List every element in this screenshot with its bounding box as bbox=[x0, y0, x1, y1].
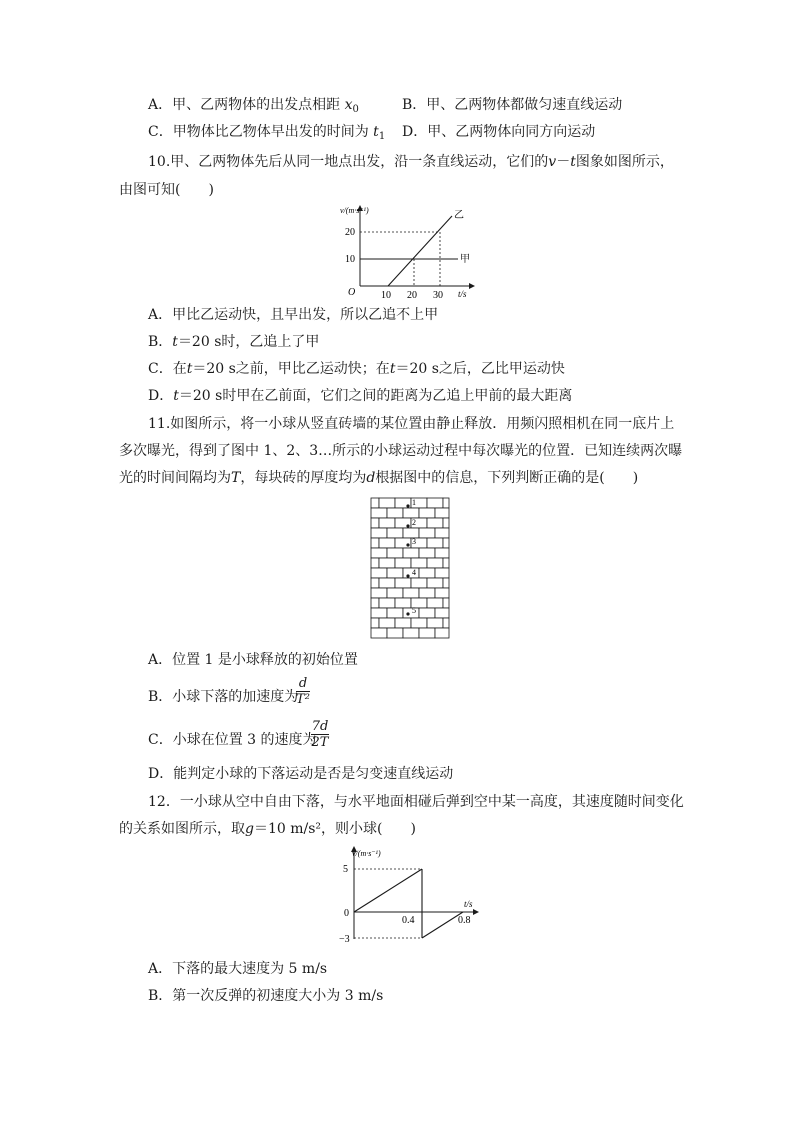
q11-option-b-fraction bbox=[296, 676, 310, 707]
brick bbox=[371, 588, 387, 598]
q12-stem2-post: ＝10 m/s²，则小球( ) bbox=[253, 821, 416, 837]
brick bbox=[443, 598, 449, 608]
q11-option-b-denominator: T² bbox=[296, 692, 310, 707]
q12-stem-line2 bbox=[119, 820, 416, 838]
brick bbox=[427, 618, 443, 628]
q11-option-d: D．能判定小球的下落运动是否是匀变速直线运动 bbox=[148, 766, 454, 782]
brick bbox=[443, 558, 449, 568]
q10-xtick-30: 30 bbox=[433, 290, 443, 301]
ball-position-4 bbox=[406, 574, 409, 577]
q10-xtick-20: 20 bbox=[407, 290, 417, 301]
q11-stem3-post: 根据图中的信息，下列判断正确的是( ) bbox=[375, 470, 639, 486]
q10-origin: O bbox=[348, 287, 356, 298]
q12-option-a: A．下落的最大速度为 5 m/s bbox=[148, 961, 328, 977]
q10-option-b-t: t bbox=[172, 334, 178, 350]
brick bbox=[387, 548, 403, 558]
q10-stem-end: 图象如图所示， bbox=[575, 154, 674, 170]
ball-position-3 bbox=[406, 543, 409, 546]
brick bbox=[435, 608, 449, 618]
brick bbox=[371, 608, 387, 618]
q10-option-b-post: ＝20 s时，乙追上了甲 bbox=[177, 334, 320, 350]
q10-option-c-post: ＝20 s之后，乙比甲运动快 bbox=[395, 361, 565, 377]
ball-position-2 bbox=[406, 524, 409, 527]
brick bbox=[443, 538, 449, 548]
brick bbox=[435, 508, 449, 518]
q10-ytick-10: 10 bbox=[345, 254, 355, 265]
brick bbox=[427, 598, 443, 608]
q11-option-c-fraction bbox=[311, 719, 329, 750]
brick bbox=[395, 538, 411, 548]
brick bbox=[411, 578, 427, 588]
q10-option-d-pre: D． bbox=[148, 388, 174, 404]
brick bbox=[379, 518, 395, 528]
brick bbox=[379, 578, 395, 588]
brick bbox=[435, 528, 449, 538]
brick bbox=[387, 528, 403, 538]
q9-option-a-sub: 0 bbox=[352, 104, 359, 115]
brick-wall-figure bbox=[370, 497, 450, 639]
q11-stem3-d: d bbox=[366, 470, 376, 486]
brick bbox=[411, 558, 427, 568]
q10-stem-text: 10.甲、乙两物体先后从同一地点出发，沿一条直线运动，它们的 bbox=[148, 154, 549, 170]
q10-stem-line1 bbox=[148, 153, 674, 171]
q10-option-d-post: ＝20 s时甲在乙前面，它们之间的距离为乙追上甲前的最大距离 bbox=[178, 388, 573, 404]
q11-option-c-numerator: 7d bbox=[311, 719, 329, 734]
brick bbox=[395, 598, 411, 608]
q11-stem3-mid: ，每块砖的厚度均为 bbox=[240, 470, 367, 486]
brick bbox=[411, 618, 427, 628]
q10-option-a: A．甲比乙运动快，且早出发，所以乙追不上甲 bbox=[148, 307, 439, 323]
brick bbox=[427, 558, 443, 568]
brick bbox=[443, 498, 449, 508]
ball-position-1 bbox=[406, 504, 409, 507]
q9-option-b: B．甲、乙两物体都做匀速直线运动 bbox=[402, 97, 623, 113]
brick bbox=[435, 568, 449, 578]
brick bbox=[403, 608, 419, 618]
brick bbox=[371, 628, 387, 638]
q12-xtick-04: 0.4 bbox=[402, 915, 415, 926]
q11-stem-line1: 11.如图所示，将一小球从竖直砖墙的某位置由静止释放．用频闪照相机在同一底片上 bbox=[148, 416, 675, 432]
brick bbox=[371, 538, 379, 548]
brick bbox=[403, 628, 419, 638]
q12-stem2-g: g bbox=[245, 821, 254, 837]
ball-label-5: 5 bbox=[412, 606, 416, 615]
brick bbox=[419, 548, 435, 558]
brick bbox=[443, 618, 449, 628]
q11-stem3-pre: 光的时间间隔均为 bbox=[119, 470, 231, 486]
brick bbox=[403, 508, 419, 518]
q10-label-yi: 乙 bbox=[454, 210, 464, 221]
brick bbox=[443, 578, 449, 588]
brick bbox=[371, 568, 387, 578]
q10-line-yi bbox=[388, 216, 452, 286]
brick-rows bbox=[371, 498, 449, 638]
q10-stem-t: t bbox=[570, 154, 576, 170]
q9-option-c-text: C．甲物体比乙物体早出发的时间为 bbox=[148, 124, 369, 140]
brick bbox=[427, 498, 443, 508]
brick bbox=[371, 618, 379, 628]
q12-stem-line1: 12．一小球从空中自由下落，与水平地面相碰后弹到空中某一高度，其速度随时间变化 bbox=[148, 794, 684, 810]
brick bbox=[419, 608, 435, 618]
brick bbox=[427, 578, 443, 588]
q10-option-d bbox=[148, 387, 572, 405]
q9-option-a bbox=[148, 96, 359, 119]
q11-option-b: B．小球下落的加速度为 bbox=[148, 689, 299, 705]
q10-option-c bbox=[148, 360, 565, 378]
brick bbox=[443, 518, 449, 528]
q10-stem-dash: － bbox=[556, 154, 571, 170]
brick bbox=[387, 608, 403, 618]
q10-xlabel: t/s bbox=[458, 289, 467, 299]
q9-option-c-var: t bbox=[373, 124, 379, 140]
brick bbox=[387, 568, 403, 578]
q10-option-d-t: t bbox=[173, 388, 179, 404]
q10-option-c-mid: ＝20 s之前，甲比乙运动快；在 bbox=[192, 361, 390, 377]
brick bbox=[427, 538, 443, 548]
ball-label-2: 2 bbox=[412, 518, 416, 527]
brick bbox=[419, 508, 435, 518]
q12-xtick-08: 0.8 bbox=[458, 915, 471, 926]
q12-rise-segment bbox=[422, 912, 463, 938]
q10-option-c-t2: t bbox=[389, 361, 396, 377]
q12-vt-chart bbox=[338, 843, 488, 945]
q9-option-c bbox=[148, 123, 385, 146]
q10-xtick-10: 10 bbox=[381, 290, 391, 301]
q9-option-d: D．甲、乙两物体向同方向运动 bbox=[402, 124, 596, 140]
q9-option-a-text: A．甲、乙两物体的出发点相距 bbox=[148, 97, 341, 113]
q10-vt-chart bbox=[336, 200, 486, 302]
brick bbox=[371, 558, 379, 568]
q11-option-c: C．小球在位置 3 的速度为 bbox=[148, 732, 317, 748]
q12-xlabel: t/s bbox=[464, 899, 473, 909]
brick bbox=[419, 588, 435, 598]
brick bbox=[395, 558, 411, 568]
brick bbox=[395, 618, 411, 628]
brick bbox=[371, 578, 379, 588]
q10-option-b bbox=[148, 333, 319, 351]
brick bbox=[435, 628, 449, 638]
brick bbox=[427, 518, 443, 528]
brick bbox=[379, 498, 395, 508]
q11-stem-line2: 多次曝光，得到了图中 1、2、3…所示的小球运动过程中每次曝光的位置．已知连续两次曝 bbox=[119, 443, 683, 459]
q11-option-b-numerator: d bbox=[298, 676, 308, 691]
q11-option-a: A．位置 1 是小球释放的初始位置 bbox=[148, 652, 358, 668]
q12-ylabel: v/(m·s⁻¹) bbox=[352, 849, 381, 858]
q9-option-c-sub: 1 bbox=[378, 131, 386, 142]
brick bbox=[419, 568, 435, 578]
brick bbox=[403, 568, 419, 578]
ball-position-5 bbox=[406, 612, 409, 615]
q10-ylabel: v/(m·s⁻¹) bbox=[340, 206, 369, 215]
q10-option-c-pre: C．在 bbox=[148, 361, 187, 377]
brick bbox=[379, 618, 395, 628]
q12-ytick-5: 5 bbox=[343, 864, 348, 875]
q10-label-jia: 甲 bbox=[460, 254, 470, 265]
brick bbox=[371, 508, 387, 518]
brick bbox=[379, 538, 395, 548]
q10-stem-line2: 由图可知( ) bbox=[119, 182, 214, 198]
brick bbox=[379, 598, 395, 608]
q12-origin: 0 bbox=[344, 908, 349, 919]
brick bbox=[387, 588, 403, 598]
brick bbox=[371, 498, 379, 508]
ball-label-3: 3 bbox=[412, 537, 416, 546]
brick bbox=[371, 548, 387, 558]
q11-stem3-T: T bbox=[231, 470, 241, 486]
q9-option-a-var: x bbox=[344, 97, 353, 113]
brick bbox=[435, 588, 449, 598]
brick bbox=[371, 598, 379, 608]
q11-option-c-denominator: 2T bbox=[311, 735, 329, 750]
brick bbox=[395, 578, 411, 588]
brick bbox=[419, 528, 435, 538]
q11-stem-line3 bbox=[119, 469, 638, 487]
q12-ytick-neg3: −3 bbox=[339, 934, 350, 945]
brick bbox=[371, 528, 387, 538]
ball-label-1: 1 bbox=[412, 498, 416, 507]
brick bbox=[387, 628, 403, 638]
brick bbox=[379, 558, 395, 568]
brick bbox=[435, 548, 449, 558]
ball-label-4: 4 bbox=[412, 568, 416, 577]
brick bbox=[403, 528, 419, 538]
brick bbox=[419, 628, 435, 638]
q12-stem2-pre: 的关系如图所示，取 bbox=[119, 821, 245, 837]
q10-stem-v: v bbox=[548, 154, 557, 170]
brick bbox=[403, 548, 419, 558]
brick bbox=[387, 508, 403, 518]
q10-option-b-pre: B． bbox=[148, 334, 173, 350]
brick bbox=[403, 588, 419, 598]
q10-ytick-20: 20 bbox=[345, 227, 355, 238]
q10-option-c-t1: t bbox=[186, 361, 193, 377]
q12-option-b: B．第一次反弹的初速度大小为 3 m/s bbox=[148, 988, 384, 1004]
brick bbox=[371, 518, 379, 528]
q12-fall-segment bbox=[354, 869, 422, 912]
